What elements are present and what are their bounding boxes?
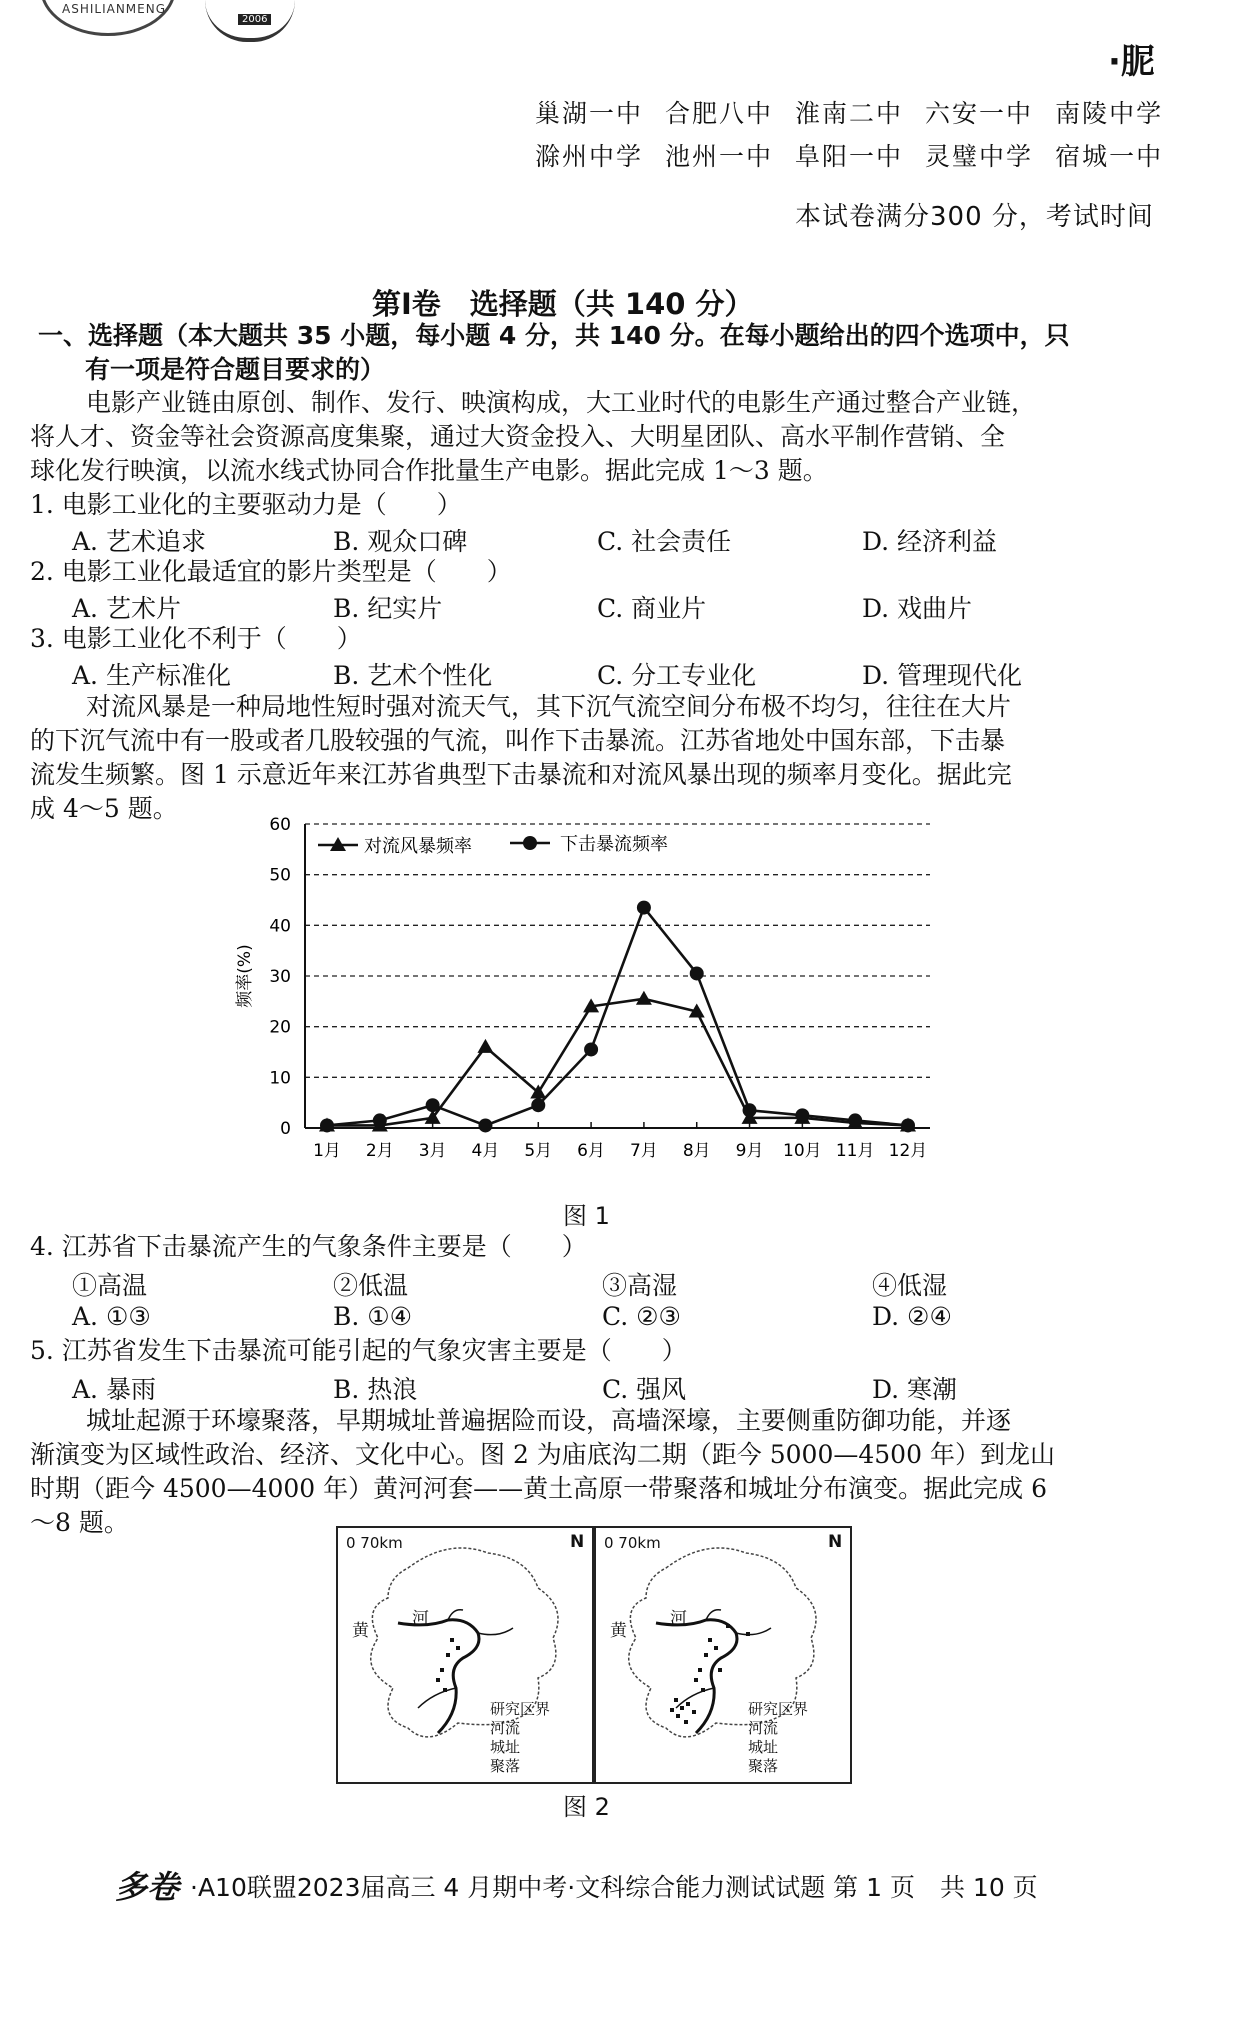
school-list-row-2 — [535, 137, 1163, 173]
school-name: 合肥八中 — [665, 99, 774, 128]
region-outline-icon — [338, 1528, 592, 1782]
school-name: 灵璧中学 — [925, 142, 1034, 171]
y-tick-label: 40 — [269, 916, 291, 937]
question-1-option-c[interactable]: C. 社会责任 — [597, 527, 732, 556]
map-scale: 0 70km — [604, 1534, 661, 1552]
map-label-huang: 黄 — [352, 1621, 369, 1641]
figure-1-caption: 图 1 — [563, 1202, 610, 1230]
seal-year: 2006 — [238, 14, 271, 25]
y-tick-label: 10 — [269, 1068, 291, 1089]
data-point — [426, 1098, 440, 1112]
legend-label: 下击暴流频率 — [560, 834, 668, 855]
legend-river: 河流 — [748, 1719, 779, 1737]
question-2-option-b[interactable]: B. 纪实片 — [333, 594, 443, 623]
x-tick-label: 11月 — [835, 1141, 875, 1161]
question-3-stem: 3. 电影工业化不利于（ ） — [30, 624, 362, 653]
question-2-stem: 2. 电影工业化最适宜的影片类型是（ ） — [30, 557, 512, 586]
question-4-choice-4: ④低湿 — [872, 1271, 948, 1300]
data-point — [477, 1039, 493, 1053]
frequency-line-chart — [200, 810, 960, 1180]
region-outline-icon — [596, 1528, 850, 1782]
question-4-option-a[interactable]: A. ①③ — [72, 1302, 151, 1331]
question-3-option-b[interactable]: B. 艺术个性化 — [333, 661, 493, 690]
passage-2-line: 的下沉气流中有一股或者几股较强的气流，叫作下击暴流。江苏省地处中国东部，下击暴 — [30, 726, 1006, 755]
x-tick-label: 7月 — [629, 1141, 658, 1161]
x-tick-label: 9月 — [735, 1141, 764, 1161]
school-name: 巢湖一中 — [535, 99, 644, 128]
question-4-stem: 4. 江苏省下击暴流产生的气象条件主要是（ ） — [30, 1232, 587, 1261]
legend-city-site: 城址 — [490, 1738, 521, 1756]
legend-boundary: 研究区界 — [748, 1700, 809, 1718]
question-1-option-b[interactable]: B. 观众口碑 — [333, 527, 468, 556]
x-tick-label: 2月 — [365, 1141, 394, 1161]
data-point — [637, 901, 651, 915]
school-name: 池州一中 — [665, 142, 774, 171]
question-5-option-c[interactable]: C. 强风 — [602, 1375, 687, 1404]
figure-2-caption: 图 2 — [563, 1793, 610, 1821]
x-tick-label: 12月 — [888, 1141, 928, 1161]
map-label-he: 河 — [412, 1609, 429, 1629]
section-title: 第Ⅰ卷 选择题（共 140 分） — [372, 287, 754, 321]
school-list-row-1 — [535, 94, 1163, 130]
data-point — [584, 1042, 598, 1056]
question-1-option-d[interactable]: D. 经济利益 — [862, 527, 998, 556]
x-tick-label: 8月 — [682, 1141, 711, 1161]
question-5-option-d[interactable]: D. 寒潮 — [872, 1375, 958, 1404]
question-3-option-c[interactable]: C. 分工专业化 — [597, 661, 757, 690]
map-scale: 0 70km — [346, 1534, 403, 1552]
map-legend — [490, 1700, 550, 1776]
passage-1-line: 球化发行映演，以流水线式协同合作批量生产电影。据此完成 1～3 题。 — [30, 456, 828, 485]
data-point — [636, 991, 652, 1005]
map-right — [594, 1526, 852, 1784]
passage-1-line: 将人才、资金等社会资源高度集聚，通过大资金投入、大明星团队、高水平制作营销、全 — [30, 422, 1006, 451]
data-point — [690, 966, 704, 980]
question-3-option-d[interactable]: D. 管理现代化 — [862, 661, 1023, 690]
full-score-note: 本试卷满分300 分，考试时间 — [795, 202, 1154, 232]
question-1-stem: 1. 电影工业化的主要驱动力是（ ） — [30, 490, 462, 519]
question-2-option-d[interactable]: D. 戏曲片 — [862, 594, 973, 623]
question-5-stem: 5. 江苏省发生下击暴流可能引起的气象灾害主要是（ ） — [30, 1336, 687, 1365]
y-tick-label: 0 — [280, 1119, 291, 1139]
school-name: 阜阳一中 — [795, 142, 904, 171]
question-5-option-a[interactable]: A. 暴雨 — [72, 1375, 156, 1404]
passage-3-line: ～8 题。 — [30, 1508, 129, 1537]
data-point — [795, 1108, 809, 1122]
legend-city-site: 城址 — [748, 1738, 779, 1756]
data-point — [531, 1098, 545, 1112]
x-tick-label: 5月 — [524, 1141, 553, 1161]
question-5-option-b[interactable]: B. 热浪 — [333, 1375, 418, 1404]
data-point — [478, 1118, 492, 1132]
passage-1-line: 电影产业链由原创、制作、发行、映演构成，大工业时代的电影生产通过整合产业链， — [86, 388, 1037, 417]
footer-text: ·A10联盟2023届高三 4 月期中考·文科综合能力测试试题 第 1 页 共 10 页 — [190, 1873, 1038, 1902]
passage-3-line: 时期（距今 4500—4000 年）黄河河套——黄土高原一带聚落和城址分布演变。据此完成 6 — [30, 1474, 1047, 1503]
north-arrow-icon: N — [570, 1532, 585, 1552]
series-line — [327, 908, 908, 1126]
map-legend — [748, 1700, 808, 1776]
y-tick-label: 30 — [269, 967, 291, 987]
y-tick-label: 60 — [269, 815, 291, 835]
map-label-he: 河 — [670, 1609, 687, 1629]
question-2-option-c[interactable]: C. 商业片 — [597, 594, 707, 623]
y-tick-label: 50 — [269, 865, 291, 886]
question-4-option-b[interactable]: B. ①④ — [333, 1302, 413, 1331]
question-2-option-a[interactable]: A. 艺术片 — [72, 594, 181, 623]
x-tick-label: 4月 — [471, 1141, 500, 1161]
legend-label: 对流风暴频率 — [364, 836, 472, 857]
question-4-option-c[interactable]: C. ②③ — [602, 1302, 681, 1331]
x-tick-label: 1月 — [313, 1141, 341, 1161]
x-tick-label: 3月 — [418, 1141, 447, 1161]
question-4-choice-3: ③高湿 — [602, 1271, 678, 1300]
legend-river: 河流 — [490, 1719, 521, 1737]
y-axis-label: 频率(%) — [235, 944, 255, 1008]
north-arrow-icon: N — [828, 1532, 843, 1552]
passage-2-line: 成 4～5 题。 — [30, 794, 178, 823]
legend-settlement: 聚落 — [748, 1757, 779, 1775]
data-point — [373, 1113, 387, 1127]
legend-settlement: 聚落 — [490, 1757, 521, 1775]
question-3-option-a[interactable]: A. 生产标准化 — [72, 661, 231, 690]
data-point — [743, 1103, 757, 1117]
x-tick-label: 6月 — [577, 1141, 606, 1161]
passage-3-line: 渐演变为区域性政治、经济、文化中心。图 2 为庙底沟二期（距今 5000—4500 年）到龙山 — [30, 1440, 1055, 1469]
map-left — [336, 1526, 594, 1784]
instruction-line-1: 一、选择题（本大题共 35 小题，每小题 4 分，共 140 分。在每小题给出的四个选项中，只 — [38, 321, 1070, 350]
school-name: 淮南二中 — [795, 99, 904, 128]
footer-logo: 多卷 — [115, 1868, 180, 1906]
map-label-huang: 黄 — [610, 1621, 627, 1641]
school-name: 六安一中 — [925, 99, 1034, 128]
school-name: 宿城一中 — [1055, 142, 1164, 171]
question-4-choice-1: ①高温 — [72, 1271, 148, 1300]
data-point — [848, 1113, 862, 1127]
instruction-line-2: 有一项是符合题目要求的） — [85, 355, 386, 384]
question-4-choice-2: ②低温 — [333, 1271, 409, 1300]
question-4-option-d[interactable]: D. ②④ — [872, 1302, 952, 1331]
school-name: 南陵中学 — [1055, 99, 1164, 128]
x-tick-label: 10月 — [783, 1141, 822, 1161]
legend-marker — [523, 836, 537, 850]
series-line — [327, 999, 908, 1126]
data-point — [320, 1118, 334, 1132]
y-tick-label: 20 — [269, 1017, 291, 1038]
legend-boundary: 研究区界 — [490, 1700, 551, 1718]
seal-stamp-text: ASHILIANMENG — [62, 2, 167, 16]
corner-mark: ·胒 — [1108, 42, 1155, 82]
question-1-option-a[interactable]: A. 艺术追求 — [72, 527, 206, 556]
passage-2-line: 流发生频繁。图 1 示意近年来江苏省典型下击暴流和对流风暴出现的频率月变化。据此完 — [30, 760, 1012, 789]
school-name: 滁州中学 — [535, 142, 644, 171]
passage-3-line: 城址起源于环壕聚落，早期城址普遍据险而设，高墙深壕，主要侧重防御功能，并逐 — [86, 1406, 1012, 1435]
passage-2-line: 对流风暴是一种局地性短时强对流天气，其下沉气流空间分布极不均匀，往往在大片 — [86, 692, 1012, 721]
data-point — [901, 1118, 915, 1132]
